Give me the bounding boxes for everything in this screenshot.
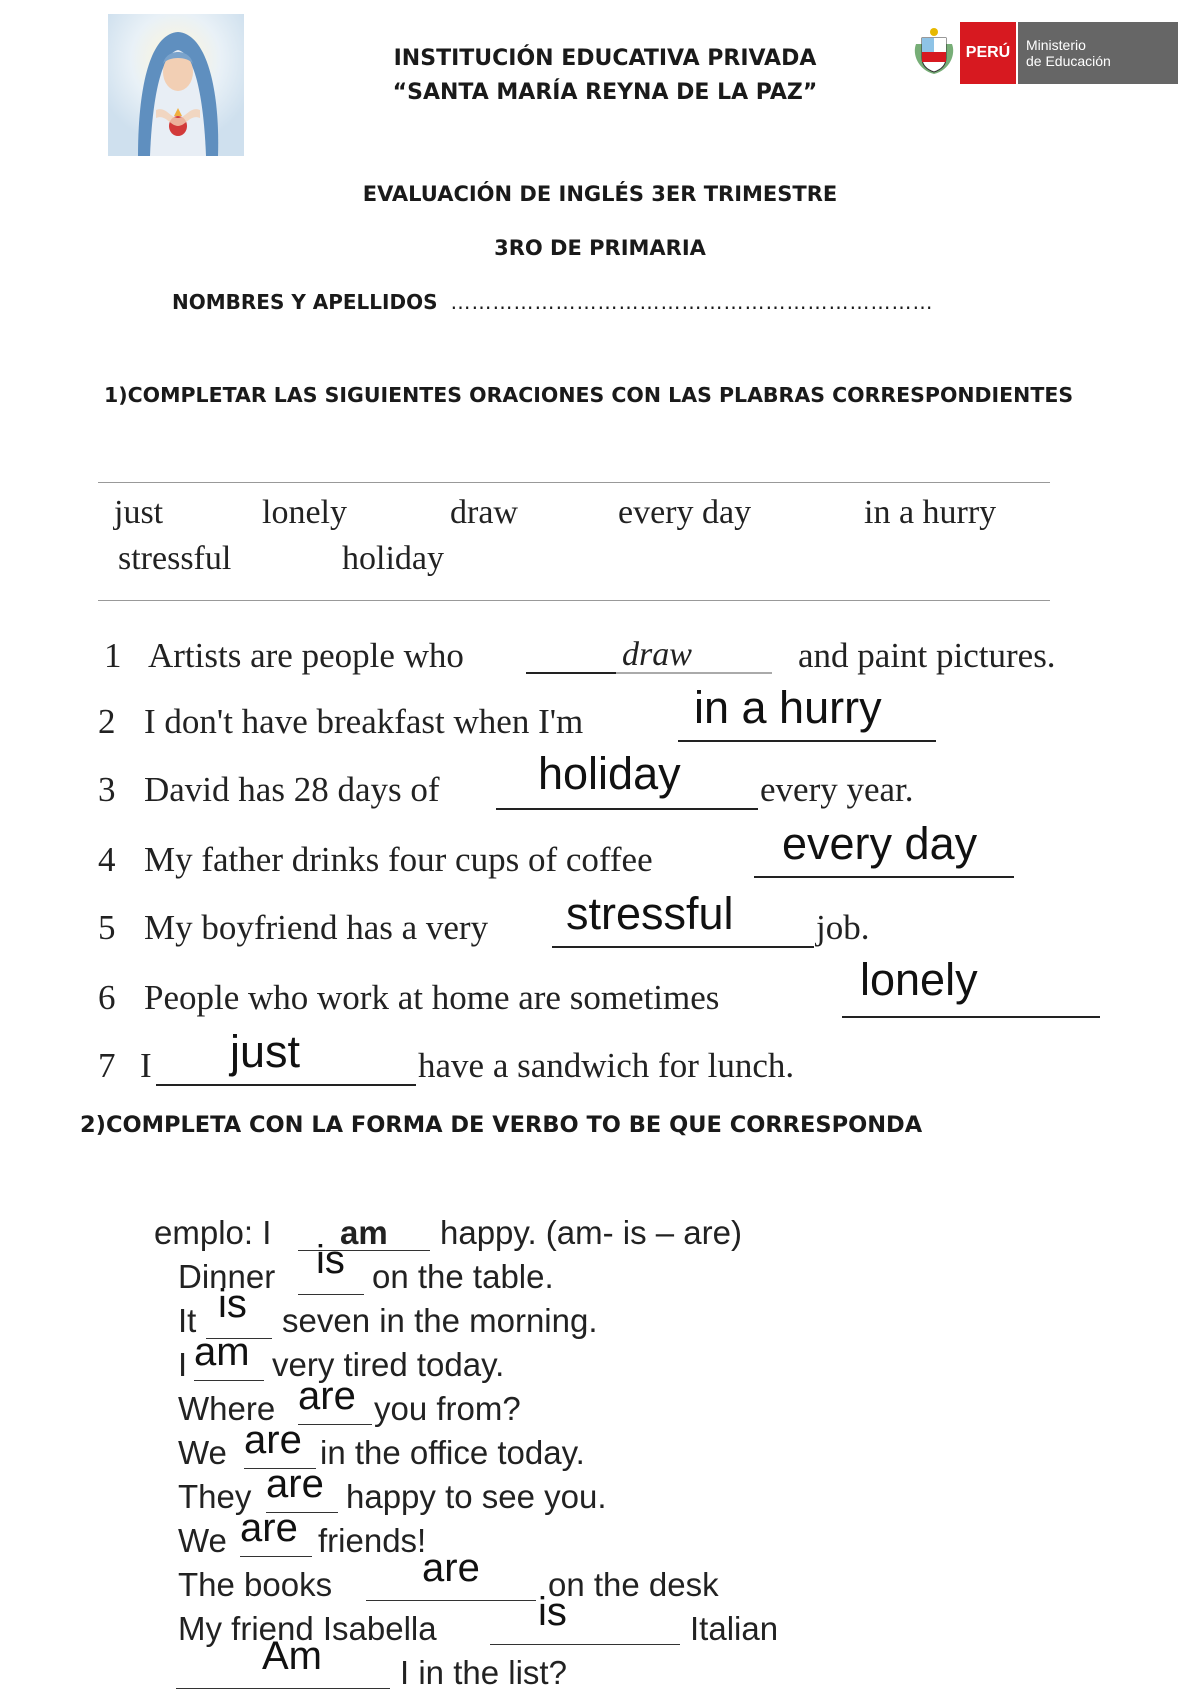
grade-label: 3RO DE PRIMARIA [494, 236, 706, 260]
student-name-field[interactable] [172, 290, 933, 314]
word-bank-item: holiday [342, 540, 444, 577]
peru-coat-of-arms-icon [912, 24, 956, 80]
ex2-answer[interactable]: is [316, 1238, 345, 1282]
ex2-blank-line [490, 1644, 680, 1645]
ex1-num: 4 [98, 840, 116, 879]
ex2-answer[interactable]: are [298, 1374, 356, 1418]
section1-instruction: 1)COMPLETAR LAS SIGUIENTES ORACIONES CON LAS PLABRAS CORRESPONDIENTES [104, 383, 1074, 407]
ex1-blank-line [842, 1016, 1100, 1018]
ex2-answer[interactable]: am [194, 1330, 250, 1374]
ministry-line1: Ministerio [1026, 37, 1086, 53]
ex1-blank-line [156, 1084, 416, 1086]
ex1-answer[interactable]: every day [782, 818, 978, 869]
ex2-blank-line [298, 1294, 364, 1295]
ex1-before: My father drinks four cups of coffee [144, 840, 653, 879]
ex2-before: Where [178, 1390, 276, 1427]
ex1-blank-line [552, 946, 814, 948]
ex1-after: have a sandwich for lunch. [418, 1046, 795, 1085]
ex1-blank-line [526, 672, 616, 674]
ex1-answer[interactable]: just [230, 1026, 301, 1077]
ex2-blank-line [240, 1556, 312, 1557]
ex1-answer[interactable]: lonely [860, 954, 978, 1005]
school-name-line1: INSTITUCIÓN EDUCATIVA PRIVADA [393, 46, 817, 71]
ex2-before: The books [178, 1566, 333, 1603]
ex2-answer[interactable]: is [538, 1590, 567, 1634]
ex2-blank-line [176, 1688, 390, 1689]
ex2-after: on the table. [372, 1258, 554, 1295]
ex2-answer[interactable]: am [340, 1214, 388, 1251]
ex1-after: and paint pictures. [798, 636, 1056, 675]
ex1-blank-line [754, 876, 1014, 878]
ex1-num: 1 [104, 636, 122, 675]
ex2-before: I [178, 1346, 188, 1383]
peru-label: PERÚ [960, 22, 1016, 84]
school-name-line2: “SANTA MARÍA REYNA DE LA PAZ” [392, 80, 818, 105]
ex2-before: They [178, 1478, 252, 1515]
ex1-answer[interactable]: draw [622, 636, 692, 673]
ex1-after: job. [816, 908, 870, 947]
word-bank-top-rule [98, 482, 1050, 483]
ex1-num: 5 [98, 908, 116, 947]
ex1-before: I don't have breakfast when I'm [144, 702, 584, 741]
ex1-blank-line [678, 740, 936, 742]
word-bank-item: lonely [262, 494, 347, 531]
ex2-answer[interactable]: are [422, 1546, 480, 1590]
ex1-answer[interactable]: stressful [566, 888, 734, 939]
ex2-after: happy to see you. [346, 1478, 607, 1515]
ex2-before: It [178, 1302, 197, 1339]
word-bank-item: stressful [118, 540, 232, 577]
ex1-num: 3 [98, 770, 116, 809]
ex2-after: Italian [690, 1610, 779, 1647]
word-bank-item: just [114, 494, 164, 531]
ex2-after: seven in the morning. [282, 1302, 598, 1339]
ex2-after: happy. (am- is – are) [440, 1214, 742, 1251]
ex1-blank-line [496, 808, 758, 810]
ex2-before: We [178, 1522, 227, 1559]
section2-instruction: 2)COMPLETA CON LA FORMA DE VERBO TO BE QUE CORRESPONDA [80, 1112, 923, 1138]
ex1-before: I [140, 1046, 152, 1085]
ex2-before: Dinner [178, 1258, 276, 1295]
ex1-num: 6 [98, 978, 116, 1017]
virgin-mary-image [108, 14, 244, 156]
ex1-before: David has 28 days of [144, 770, 440, 809]
word-bank-item: in a hurry [864, 494, 997, 531]
ex2-before: emplo: I [154, 1214, 272, 1251]
exam-title: EVALUACIÓN DE INGLÉS 3ER TRIMESTRE [362, 182, 838, 206]
ex2-before: We [178, 1434, 227, 1471]
ex2-blank-line [366, 1600, 536, 1601]
ex2-answer[interactable]: are [240, 1506, 298, 1550]
ex1-num: 7 [98, 1046, 116, 1085]
ex2-after: friends! [318, 1522, 427, 1559]
ex1-after: every year. [760, 770, 914, 809]
ex1-answer[interactable]: in a hurry [694, 682, 882, 733]
word-bank-bottom-rule [98, 600, 1050, 601]
ex1-num: 2 [98, 702, 116, 741]
ex1-before: People who work at home are sometimes [144, 978, 720, 1017]
ministry-label [1018, 22, 1178, 84]
ex2-after: very tired today. [272, 1346, 505, 1383]
ex2-answer[interactable]: Am [262, 1634, 322, 1678]
ex2-answer[interactable]: are [244, 1418, 302, 1462]
ministry-line2: de Educación [1026, 53, 1111, 69]
word-bank-item: every day [618, 494, 752, 531]
ex1-answer[interactable]: holiday [538, 748, 681, 799]
ex1-before: My boyfriend has a very [144, 908, 489, 947]
ex2-answer[interactable]: is [218, 1282, 247, 1326]
ex2-blank-line [298, 1424, 372, 1425]
ex2-before: My friend Isabella [178, 1610, 437, 1647]
ex2-blank-line [194, 1380, 264, 1381]
word-bank-item: draw [450, 494, 518, 531]
ex2-after: I in the list? [400, 1654, 567, 1691]
ex2-after: in the office today. [320, 1434, 585, 1471]
names-label: NOMBRES Y APELLIDOS [172, 290, 438, 314]
ex2-after: on the desk [548, 1566, 719, 1603]
ex2-answer[interactable]: are [266, 1462, 324, 1506]
ex1-before: Artists are people who [148, 636, 464, 675]
ex2-after: you from? [374, 1390, 521, 1427]
names-dotted-line: …………………………………………………………… [450, 290, 934, 314]
